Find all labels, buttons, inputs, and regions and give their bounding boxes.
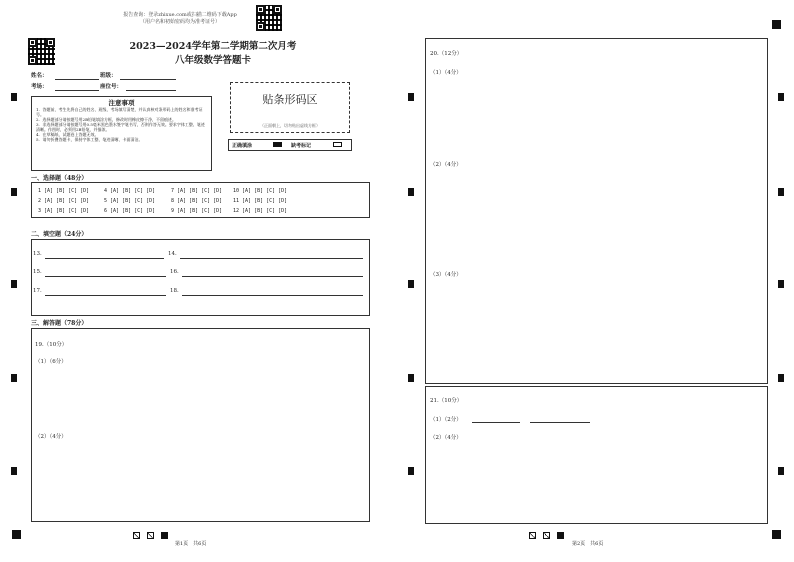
choice-q11[interactable]: 11 [A] [B] [C] [D] [233, 198, 288, 204]
notice-item: 1．答题前，考生先将自己的姓名、班级、考场填写清楚，并认真核对条形码上的姓名和准考证号。 [36, 107, 203, 117]
page-mark-filled [161, 532, 168, 539]
blank-16[interactable] [182, 276, 363, 277]
notice-item: 2．选择题部分请按题号用2B铅笔填涂方框，修改时用橡皮擦干净，不留痕迹。 [36, 117, 177, 122]
q21-title: 21.（10分） [430, 398, 463, 404]
timing-mark [778, 93, 784, 101]
qr-code-top [256, 5, 282, 31]
qr-code-left [28, 38, 55, 65]
seat-field[interactable] [126, 90, 176, 91]
page-mark-filled [557, 532, 564, 539]
answer-box-19[interactable] [31, 328, 370, 522]
choice-q9[interactable]: 9 [A] [B] [C] [D] [171, 208, 223, 214]
page-mark-slash [529, 532, 536, 539]
blank-17[interactable] [45, 295, 166, 296]
blank-18[interactable] [182, 295, 363, 296]
q21-blank-1[interactable] [472, 422, 520, 423]
barcode-note: （正面朝上，切勿贴出虚线方框） [260, 123, 320, 128]
notice-item: 5．请勿折叠答题卡，保持字体工整、笔迹清晰、卡面清洁。 [36, 137, 143, 142]
correct-fill-label: 正确填涂 [232, 143, 253, 149]
blank-label-13: 13. [33, 251, 42, 257]
q20-title: 20.（12分） [430, 51, 463, 57]
timing-mark [778, 280, 784, 288]
exam-subtitle: 八年级数学答题卡 [174, 55, 251, 66]
section1-title: 一、选择题（48分） [31, 175, 88, 182]
q20-part3: （3）（4分） [430, 272, 462, 278]
answer-box-20[interactable] [425, 38, 768, 384]
barcode-area [230, 82, 350, 133]
timing-mark [408, 374, 414, 382]
class-label: 班级： [100, 73, 117, 79]
q21-part1: （1）（2分） [430, 417, 462, 423]
choice-q5[interactable]: 5 [A] [B] [C] [D] [104, 198, 156, 204]
choice-q1[interactable]: 1 [A] [B] [C] [D] [38, 188, 90, 194]
q21-blank-2[interactable] [530, 422, 590, 423]
report-query-line1: 报告查询：登录zhixue.com或扫描二维码下载App [123, 12, 237, 18]
blank-label-16: 16. [170, 269, 179, 275]
page-mark-slash [543, 532, 550, 539]
q21-part2: （2）（4分） [430, 435, 462, 441]
missing-mark-label: 缺考标记 [291, 143, 312, 149]
page-mark-slash [147, 532, 154, 539]
section3-title: 三、解答题（78分） [31, 320, 88, 327]
exam-title: 2023—2024学年第二学期第二次月考 [129, 41, 297, 52]
timing-mark [11, 188, 17, 196]
choice-q10[interactable]: 10 [A] [B] [C] [D] [233, 188, 288, 194]
corner-mark-bottom-right [772, 530, 781, 539]
name-field[interactable] [55, 79, 99, 80]
room-label: 考场： [31, 84, 48, 90]
timing-mark [11, 93, 17, 101]
report-query-note [110, 12, 250, 26]
choice-q4[interactable]: 4 [A] [B] [C] [D] [104, 188, 156, 194]
timing-mark [11, 280, 17, 288]
q20-part1: （1）（4分） [430, 70, 462, 76]
barcode-title: 贴条形码区 [262, 93, 318, 106]
blank-15[interactable] [45, 276, 166, 277]
corner-mark-top-right [772, 20, 781, 29]
q19-part2: （2）（4分） [35, 434, 67, 440]
timing-mark [778, 188, 784, 196]
timing-mark [11, 374, 17, 382]
choice-q8[interactable]: 8 [A] [B] [C] [D] [171, 198, 223, 204]
choice-q2[interactable]: 2 [A] [B] [C] [D] [38, 198, 90, 204]
choice-q12[interactable]: 12 [A] [B] [C] [D] [233, 208, 288, 214]
blank-label-15: 15. [33, 269, 42, 275]
timing-mark [778, 374, 784, 382]
choice-q3[interactable]: 3 [A] [B] [C] [D] [38, 208, 90, 214]
q20-part2: （2）（4分） [430, 162, 462, 168]
timing-mark [408, 280, 414, 288]
timing-mark [408, 93, 414, 101]
timing-mark [11, 467, 17, 475]
timing-mark [778, 467, 784, 475]
q19-part1: （1）（6分） [35, 359, 67, 365]
notice-item: 4．在草稿纸、试题卷上答题无效。 [36, 132, 99, 137]
choice-q6[interactable]: 6 [A] [B] [C] [D] [104, 208, 156, 214]
timing-mark [408, 467, 414, 475]
missing-mark-checkbox[interactable] [333, 142, 342, 147]
blank-13[interactable] [45, 258, 164, 259]
class-field[interactable] [120, 79, 176, 80]
blank-label-17: 17. [33, 288, 42, 294]
q19-title: 19.（10分） [35, 342, 68, 348]
report-query-line2: （用户名和初始密码均为准考证号） [139, 19, 220, 25]
timing-mark [408, 188, 414, 196]
choice-q7[interactable]: 7 [A] [B] [C] [D] [171, 188, 223, 194]
name-label: 姓名： [31, 73, 48, 79]
blank-label-18: 18. [170, 288, 179, 294]
notice-box [31, 96, 212, 171]
blank-label-14: 14. [168, 251, 177, 257]
right-page-number: 第2页 共6页 [572, 541, 604, 547]
left-page-number: 第1页 共6页 [175, 541, 207, 547]
blank-14[interactable] [180, 258, 363, 259]
answer-box-21[interactable] [425, 386, 768, 524]
correct-fill-sample [273, 142, 282, 147]
fill-example [228, 139, 352, 151]
corner-mark-bottom-left [12, 530, 21, 539]
notice-item: 3．非选择题部分请按题号用0.5毫米黑色墨水签字笔书写，否则作答无效。要求字体工整、笔迹清晰。作图时，必须用2B铅笔，并描浓。 [36, 122, 205, 132]
seat-label: 座位号： [100, 84, 123, 90]
room-field[interactable] [55, 90, 99, 91]
notice-title: 注意事项 [108, 99, 135, 107]
fill-blank-box [31, 239, 370, 316]
page-mark-slash [133, 532, 140, 539]
section2-title: 二、填空题（24分） [31, 231, 88, 238]
